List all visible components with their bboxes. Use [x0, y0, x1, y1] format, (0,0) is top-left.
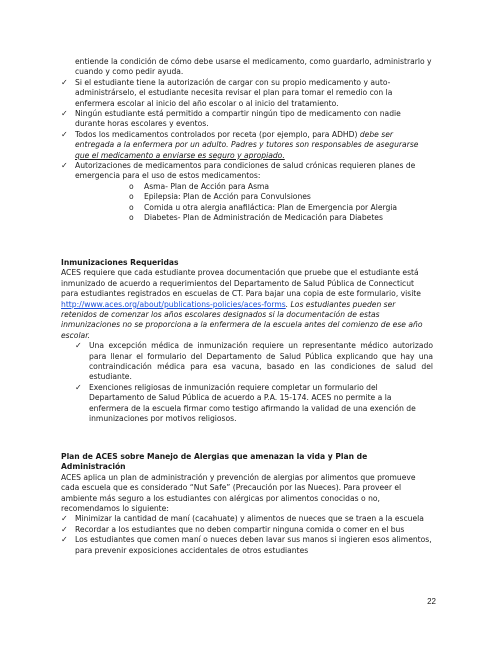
medication-list	[61, 57, 433, 224]
list-item: ✓ Si el estudiante tiene la autorización de cargar con su propio medicamento y auto-administrárselo, el estudiante necesita revisar el plan para tomar el remedio con la enfermera escolar al inicio del año escolar o al inicio del tratamiento.	[61, 77, 393, 108]
checkmark-icon: ✓	[61, 161, 68, 171]
immunizations-list	[61, 341, 433, 424]
sublist-item: o Asma- Plan de Acción para Asma	[129, 181, 270, 191]
emergency-plan-sublist	[61, 182, 433, 224]
section-heading: Inmunizaciones Requeridas	[61, 258, 179, 267]
checkmark-icon: ✓	[61, 129, 68, 139]
allergy-plan-section	[61, 452, 433, 556]
checkmark-icon: ✓	[61, 109, 68, 119]
page-number: 22	[427, 597, 436, 606]
immunizations-section	[61, 258, 433, 425]
list-item: ✓ Los estudiantes que comen maní o nueces deben lavar sus manos si ingieren esos alimentos, para prevenir exposiciones accidentales de otros estudiantes	[61, 535, 432, 555]
list-item: ✓ Minimizar la cantidad de maní (cacahuate) y alimentos de nueces que se traen a la escuela	[61, 514, 424, 524]
hollow-circle-bullet: o	[129, 213, 134, 223]
aces-forms-link[interactable]: http://www.aces.org/about/publications-policies/aces-forms	[61, 299, 286, 309]
list-item: ✓ Exenciones religiosas de inmunización requiere completar un formulario del Departamento de Salud Pública de acuerdo a P.A. 15-174. ACES no permite a la enfermera de la escuela firmar como testigo afirmando la validad de una exención de inmunizaciones por motivos religiosos.	[75, 382, 416, 424]
checkmark-icon: ✓	[61, 514, 68, 524]
hollow-circle-bullet: o	[129, 202, 134, 212]
sublist-item: o Comida u otra alergia anafiláctica: Plan de Emergencia por Alergia	[129, 202, 398, 212]
list-item: ✓ Una excepción médica de inmunización requiere un representante médico autorizado para llenar el formulario del Departamento de Salud Pública explicando que hay una contraindicación médica para esa vacuna, basado en las condiciones de salud del estudiante.	[75, 341, 433, 382]
checkmark-icon: ✓	[61, 535, 68, 545]
checkmark-icon: ✓	[61, 524, 68, 534]
checkmark-icon: ✓	[75, 382, 82, 392]
list-item: ✓ Autorizaciones de medicamentos para condiciones de salud crónicas requieren planes de emergencia para el uso de estos medicamentos:	[61, 161, 416, 181]
hollow-circle-bullet: o	[129, 181, 134, 191]
list-item: ✓ Ningún estudiante está permitido a compartir ningún tipo de medicamento con nadie durante horas escolares y eventos.	[61, 109, 401, 129]
sublist-item: o Diabetes- Plan de Administración de Medicación para Diabetes	[129, 213, 383, 223]
checkmark-icon: ✓	[61, 77, 68, 87]
list-item-continuation: entiende la condición de cómo debe usarse el medicamento, como guardarlo, administrarlo y cuando y como pedir ayuda.	[75, 57, 432, 77]
list-item: ✓ Todos los medicamentos controlados por receta (por ejemplo, para ADHD) debe ser entregada a la enfermera por un adulto. Padres y tutores son responsables de asegurarse que el medicamento a enviarse es seguro y apropiado.	[61, 129, 419, 160]
checkmark-icon: ✓	[75, 341, 82, 351]
hollow-circle-bullet: o	[129, 192, 134, 202]
list-item: ✓ Recordar a los estudiantes que no deben compartir ninguna comida o comer en el bus	[61, 524, 405, 534]
section-heading: Plan de ACES sobre Manejo de Alergias que amenazan la vida y Plan de Administración	[61, 452, 368, 472]
sublist-item: o Epilepsia: Plan de Acción para Convulsiones	[129, 192, 311, 202]
allergy-paragraph: ACES aplica un plan de administración y prevención de alergias por alimentos que promueve cada escuela que es considerado “Nut Safe” (Precaución por las Nueces). Para proveer el ambiente más seguro a los estudiantes con alérgicas por alimentos conocidas o no, recomendamos lo siguiente:	[61, 472, 416, 514]
immunizations-paragraph: ACES requiere que cada estudiante provea documentación que pruebe que el estudiante está inmunizado de acuerdo a requerimientos del Departamento de Salud Pública de Connecticut para estudiantes registrados en escuelas de CT. Para bajar una copia de este formulario, visite http://www.aces.org/about/publications-policies/aces-forms. Los estudiantes pueden ser retenidos de comenzar los años escolares designados si la documentación de estas inmunizaciones no se proporciona a la enfermera de la escuela antes del comienzo de ese año escolar.	[61, 268, 423, 340]
